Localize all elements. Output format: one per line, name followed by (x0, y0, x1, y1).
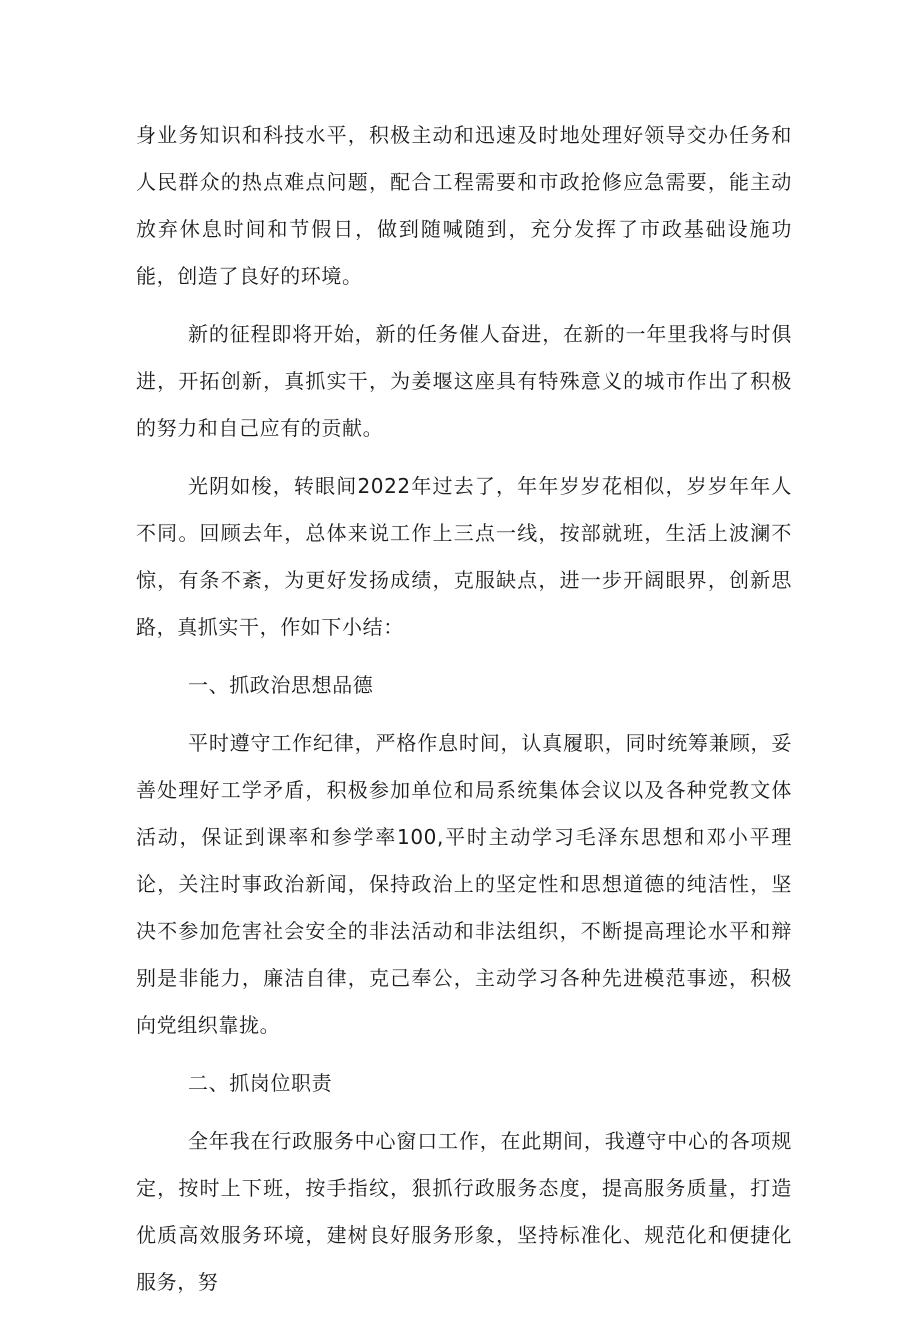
paragraph-year-review: 光阴如梭，转眼间2022年过去了，年年岁岁花相似，岁岁年年人不同。回顾去年，总体来说工作上三点一线，按部就班，生活上波澜不惊，有条不紊，为更好发扬成绩，克服缺点，进一步开阔眼界，创新思路，真抓实干，作如下小结： (136, 474, 792, 639)
paragraph-continuation: 身业务知识和科技水平，积极主动和迅速及时地处理好领导交办任务和人民群众的热点难点问题，配合工程需要和市政抢修应急需要，能主动放弃休息时间和节假日，做到随喊随到，充分发挥了市政基础设施功能，创造了良好的环境。 (136, 123, 792, 288)
document-body (136, 112, 792, 1317)
paragraph-duties: 全年我在行政服务中心窗口工作，在此期间，我遵守中心的各项规定，按时上下班，按手指纹，狠抓行政服务态度，提高服务质量，打造优质高效服务环境，建树良好服务形象，坚持标准化、规范化和便捷化服务，努 (136, 1129, 792, 1294)
section-heading-political: 一、抓政治思想品德 (188, 673, 374, 697)
paragraph-political: 平时遵守工作纪律，严格作息时间，认真履职，同时统筹兼顾，妥善处理好工学矛盾，积极参加单位和局系统集体会议以及各种党教文体活动，保证到课率和参学率100,平时主动学习毛泽东思想和邓小平理论，关注时事政治新闻，保持政治上的坚定性和思想道德的纯洁性，坚决不参加危害社会安全的非法活动和非法组织，不断提高理论水平和辩别是非能力，廉洁自律，克己奉公，主动学习各种先进模范事迹，积极向党组织靠拢。 (136, 731, 792, 1037)
paragraph-new-journey: 新的征程即将开始，新的任务催人奋进，在新的一年里我将与时俱进，开拓创新，真抓实干，为姜堰这座具有特殊意义的城市作出了积极的努力和自己应有的贡献。 (136, 322, 792, 440)
section-heading-duties: 二、抓岗位职责 (188, 1071, 333, 1095)
